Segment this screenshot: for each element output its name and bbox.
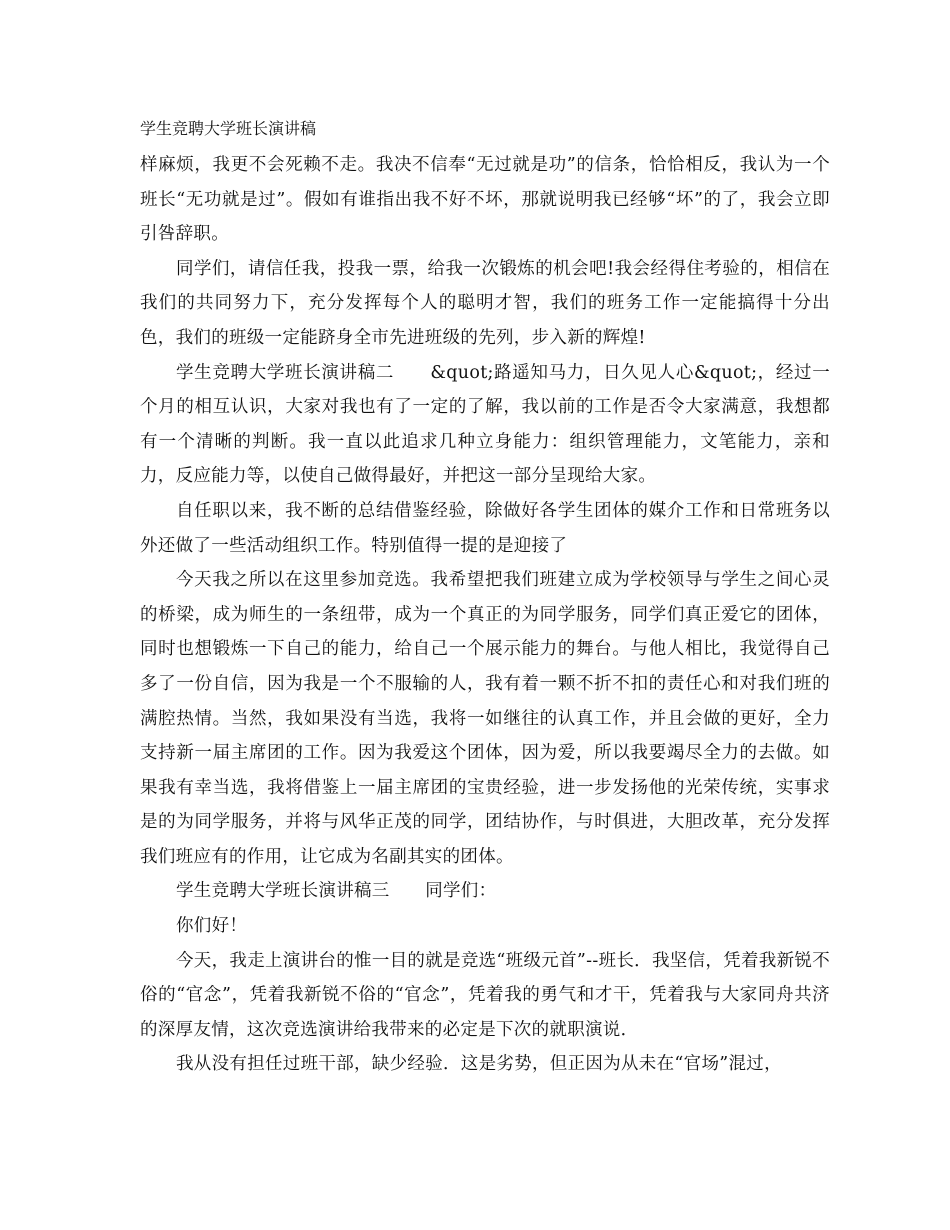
paragraph: 学生竞聘大学班长演讲稿三 同学们： (176, 881, 497, 902)
paragraph: 学生竞聘大学班长演讲稿二 &quot;路遥知马力，日久见人心&quot;，经过一个月的相互认识，大家对我也有了一定的了解，我以前的工作是否令大家满意，我想都有一个清晰的判断。我一直以此追求几种立身能力：组织管理能力，文笔能力，亲和力，反应能力等，以使自己做得最好，并把这一部分呈现给大家。 (140, 362, 830, 487)
document-header: 学生竞聘大学班长演讲稿 (140, 119, 317, 138)
paragraph: 自任职以来，我不断的总结借鉴经验，除做好各学生团体的媒介工作和日常班务以外还做了一些活动组织工作。特别值得一提的是迎接了 (140, 500, 830, 556)
paragraph: 我从没有担任过班干部，缺少经验．这是劣势，但正因为从未在“官场”混过， (176, 1054, 782, 1075)
paragraph: 样麻烦，我更不会死赖不走。我决不信奉“无过就是功”的信条，恰恰相反，我认为一个班长“无功就是过”。假如有谁指出我不好不坏，那就说明我已经够“坏”的了，我会立即引咎辞职。 (140, 155, 830, 245)
document-body (140, 148, 830, 1082)
paragraph: 今天，我走上演讲台的惟一目的就是竞选“班级元首”--班长．我坚信，凭着我新锐不俗的“官念”，凭着我新锐不俗的“官念”，凭着我的勇气和才干，凭着我与大家同舟共济的深厚友情，这次竞选演讲给我带来的必定是下次的就职演说． (140, 950, 830, 1040)
paragraph: 你们好！ (176, 916, 248, 937)
paragraph: 同学们，请信任我，投我一票，给我一次锻炼的机会吧!我会经得住考验的，相信在我们的共同努力下，充分发挥每个人的聪明才智，我们的班务工作一定能搞得十分出色，我们的班级一定能跻身全市先进班级的先列，步入新的辉煌! (140, 258, 830, 348)
paragraph: 今天我之所以在这里参加竞选。我希望把我们班建立成为学校领导与学生之间心灵的桥梁，成为师生的一条纽带，成为一个真正的为同学服务，同学们真正爱它的团体，同时也想锻炼一下自己的能力，给自己一个展示能力的舞台。与他人相比，我觉得自己多了一份自信，因为我是一个不服输的人，我有着一颗不折不扣的责任心和对我们班的满腔热情。当然，我如果没有当选，我将一如继往的认真工作，并且会做的更好，全力支持新一届主席团的工作。因为我爱这个团体，因为爱，所以我要竭尽全力的去做。如果我有幸当选，我将借鉴上一届主席团的宝贵经验，进一步发扬他的光荣传统，实事求是的为同学服务，并将与风华正茂的同学，团结协作，与时俱进，大胆改革，充分发挥我们班应有的作用，让它成为名副其实的团体。 (140, 570, 830, 867)
